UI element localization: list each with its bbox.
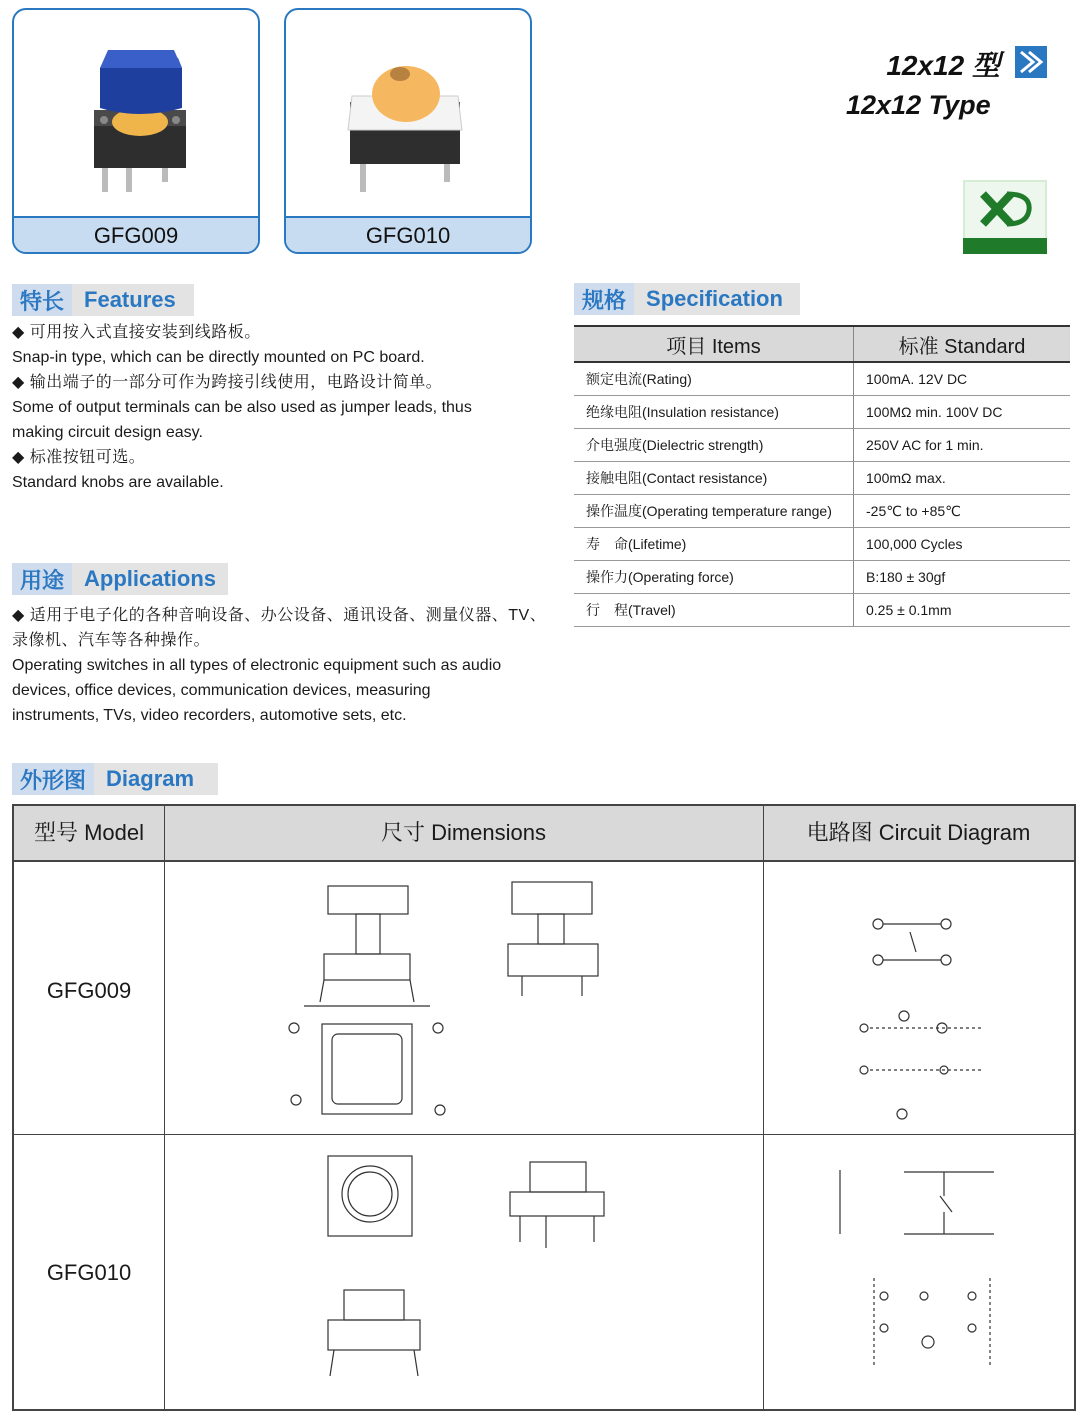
spec-value: 100mΩ max. (854, 462, 1071, 495)
table-row (574, 362, 1070, 396)
diagram-model-gfg009: GFG009 (46, 978, 132, 1003)
spec-value: 100mA. 12V DC (854, 362, 1071, 396)
gfg009-side-view-drawing (500, 872, 610, 1012)
diagram-table (12, 804, 1076, 1411)
features-title-en: Features (84, 287, 176, 312)
type-title: 12x12 型 (886, 50, 1000, 81)
table-row (574, 528, 1070, 561)
applications-title-cn: 用途 (12, 563, 72, 595)
features-line: ◆ 输出端子的一部分可作为跨接引线使用，电路设计简单。 (12, 374, 443, 391)
spec-value: 100,000 Cycles (854, 528, 1071, 561)
arrow-right-icon (1015, 46, 1047, 78)
spec-item: 寿 命(Lifetime) (574, 528, 854, 561)
applications-text (12, 603, 552, 728)
spec-item: 接触电阻(Contact resistance) (574, 462, 854, 495)
features-line: Standard knobs are available. (12, 474, 224, 491)
diagram-title-en: Diagram (106, 766, 195, 791)
product-model-label: GFG010 (286, 216, 530, 252)
features-line: ◆ 可用按入式直接安装到线路板。 (12, 324, 261, 341)
diagram-model-gfg010: GFG010 (46, 1260, 132, 1285)
type-subtitle: 12x12 Type (846, 90, 991, 120)
column-divider (763, 806, 764, 1409)
spec-header-standard: 标准 Standard (854, 326, 1071, 362)
features-line: Snap-in type, which can be directly mounted on PC board. (12, 349, 425, 366)
spec-value: 0.25 ± 0.1mm (854, 594, 1071, 627)
features-line: making circuit design easy. (12, 424, 203, 441)
table-row (574, 429, 1070, 462)
spec-value: 100MΩ min. 100V DC (854, 396, 1071, 429)
spec-header-items: 项目 Items (574, 326, 854, 362)
specification-title-cn: 规格 (574, 283, 634, 315)
gfg010-circuit-drawing (814, 1158, 1034, 1388)
table-row (574, 462, 1070, 495)
product-card-gfg009 (12, 8, 260, 254)
features-heading (12, 284, 194, 316)
applications-line: devices, office devices, communication devices, measuring (12, 682, 431, 699)
spec-item: 行 程(Travel) (574, 594, 854, 627)
spec-value: 250V AC for 1 min. (854, 429, 1071, 462)
features-text (12, 320, 552, 495)
gfg010-side-view-drawing (494, 1156, 634, 1266)
gfg010-top-view-drawing (294, 1144, 454, 1404)
features-line: ◆ 标准按钮可选。 (12, 449, 146, 466)
spec-item: 介电强度(Dielectric strength) (574, 429, 854, 462)
col-dimensions-header: 尺寸 Dimensions (380, 820, 547, 845)
applications-line: ◆ 适用于电子化的各种音响设备、办公设备、通讯设备、测量仪器、TV、 (12, 607, 547, 624)
specification-table (574, 325, 1070, 627)
table-row (574, 495, 1070, 528)
lead-free-icon (963, 180, 1047, 254)
specification-heading (574, 283, 800, 315)
gfg010-switch-image (286, 10, 532, 222)
spec-item: 绝缘电阻(Insulation resistance) (574, 396, 854, 429)
diagram-title-cn: 外形图 (12, 763, 94, 795)
table-row (574, 396, 1070, 429)
table-row (574, 594, 1070, 627)
spec-item: 额定电流(Rating) (574, 362, 854, 396)
applications-line: 录像机、汽车等各种操作。 (12, 632, 211, 649)
applications-heading (12, 563, 228, 595)
applications-line: instruments, TVs, video recorders, automotive sets, etc. (12, 707, 407, 724)
spec-item: 操作温度(Operating temperature range) (574, 495, 854, 528)
gfg009-switch-image (14, 10, 260, 222)
product-card-gfg010 (284, 8, 532, 254)
diagram-heading (12, 763, 218, 795)
applications-line: Operating switches in all types of electronic equipment such as audio (12, 657, 502, 674)
gfg009-front-view-drawing (284, 878, 484, 1128)
gfg009-circuit-drawing (854, 904, 1004, 1124)
row-divider (14, 1134, 1074, 1135)
spec-value: -25℃ to +85℃ (854, 495, 1071, 528)
col-model-header: 型号 Model (33, 820, 145, 845)
col-circuit-header: 电路图 Circuit Diagram (806, 820, 1031, 845)
applications-title-en: Applications (84, 566, 217, 591)
column-divider (164, 806, 165, 1409)
table-row (574, 561, 1070, 594)
spec-value: B:180 ± 30gf (854, 561, 1071, 594)
features-title-cn: 特长 (12, 284, 72, 316)
product-model-label: GFG009 (14, 216, 258, 252)
specification-title-en: Specification (646, 286, 783, 311)
features-line: Some of output terminals can be also used as jumper leads, thus (12, 399, 472, 416)
spec-item: 操作力(Operating force) (574, 561, 854, 594)
